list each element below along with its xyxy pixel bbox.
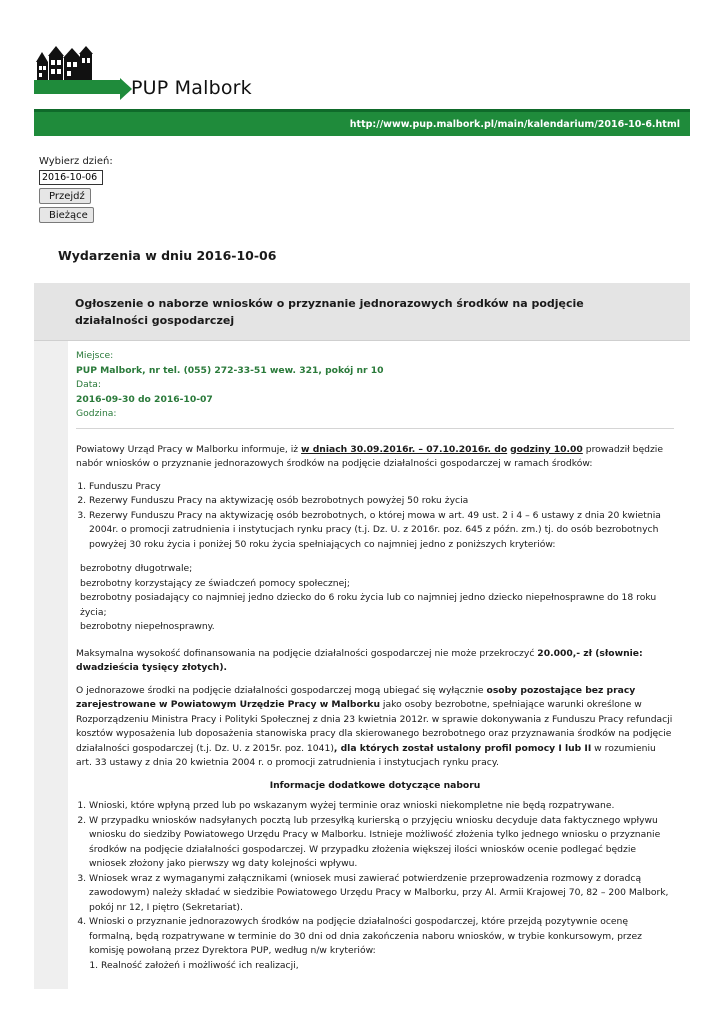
intro-text-end: prowadził będzie nabór wniosków o przyznanie jednorazowych środków na podjęcie działalności gospodarczej w ramach środków: bbox=[76, 443, 664, 469]
place-value: PUP Malbork, nr tel. (055) 272-33-51 wew. 321, pokój nr 10 bbox=[76, 364, 384, 376]
elig-text: O jednorazowe środki na podjęcie działalności gospodarczej mogą ubiegać się wyłącznie bbox=[76, 684, 487, 696]
criteria-list bbox=[80, 562, 674, 635]
event-body bbox=[68, 341, 690, 989]
list-item: 3. Wniosek wraz z wymaganymi załącznikami (wniosek musi zawierać potwierdzenie przeprowadzenia rozmowy z doradcą zawodowym) należy składać w siedzibie Powiatowego Urzędu Pracy w Malborku, przy Al. Armii Krajowej 70, 82 – 200 Malbork, pokój nr 12, I piętro (Sekretariat). bbox=[89, 872, 674, 916]
event-title[interactable]: Ogłoszenie o naborze wniosków o przyznanie jednorazowych środków na podjęcie działalności gospodarczej bbox=[34, 283, 690, 341]
list-item: 1. Wnioski, które wpłyną przed lub po wskazanym wyżej terminie oraz wnioski niekompletne nie będą rozpatrywane. bbox=[89, 799, 674, 814]
elig-profile: , dla których został ustalony profil pomocy I lub II bbox=[333, 742, 592, 754]
pup-logo-icon[interactable] bbox=[34, 42, 134, 100]
intro-dates: w dniach 30.09.2016r. – 07.10.2016r. do bbox=[301, 443, 508, 455]
site-name: PUP Malbork bbox=[131, 77, 252, 99]
info-heading: Informacje dodatkowe dotyczące naboru bbox=[269, 779, 481, 791]
list-item: 3. Rezerwy Funduszu Pracy na aktywizację osób bezrobotnych, o której mowa w art. 49 ust. 2 i 4 – 6 ustawy z dnia 20 kwietnia 2004r. o promocji zatrudnienia i instytucjach rynku pracy (t.j. Dz. U. z 2016r. poz. 645 z późn. zm.) tj. do osób bezrobotnych powyżej 30 roku życia i poniżej 50 roku życia spełniających co najmniej jedno z poniższych kryteriów: bbox=[89, 509, 674, 553]
list-item: 2. W przypadku wniosków nadsyłanych pocztą lub przesyłką kurierską o przyjęciu wniosku decyduje data faktycznego wpływu wniosku do siedziby Powiatowego Urzędu Pracy w Malborku. Istnieje możliwość złożenia tylko jednego wniosku o przyznanie środków na podjęcie działalności gospodarczej. W przypadku złożenia większej ilości wniosków ocenie podlegać będzie wniosek złożony jako pierwszy wg daty kolejności wpływu. bbox=[89, 814, 674, 872]
list-item: bezrobotny długotrwale; bbox=[80, 563, 193, 574]
date-picker-form bbox=[39, 156, 113, 226]
site-header bbox=[34, 40, 690, 110]
list-item: 2. Rezerwy Funduszu Pracy na aktywizację osób bezrobotnych powyżej 50 roku życia bbox=[89, 494, 674, 509]
max-amount-paragraph bbox=[76, 647, 674, 676]
elig-text-mid: jako osoby bezrobotne, spełniające warunki określone w Rozporządzeniu Ministra Pracy i Polityki Społecznej z dnia 23 kwietnia 2012r. w sprawie dokonywania z Funduszu Pracy refundacji kosztów wyposażenia lub doposażenia stanowiska pracy dla skierowanego bezrobotnego oraz przyznawania środków na podjęcie działalności gospodarczej (t.j. Dz. U. z 2015r. poz. 1041) bbox=[76, 699, 673, 754]
divider bbox=[76, 428, 674, 429]
list-item bbox=[89, 915, 674, 973]
eligibility-paragraph bbox=[76, 684, 674, 771]
date-input[interactable] bbox=[39, 170, 103, 185]
list-item: 1. Realność założeń i możliwość ich realizacji, bbox=[101, 959, 674, 974]
elig-text-end: w rozumieniu art. 33 ustawy z dnia 20 kwietnia 2004 r. o promocji zatrudnienia i instytucjach rynku pracy. bbox=[76, 742, 656, 768]
date-value: 2016-09-30 do 2016-10-07 bbox=[76, 393, 213, 405]
place-label: Miejsce: bbox=[76, 350, 114, 361]
max-text: Maksymalna wysokość dofinansowania na podjęcie działalności gospodarczej nie może przekroczyć bbox=[76, 647, 538, 659]
intro-text: Powiatowy Urząd Pracy w Malborku informuje, iż bbox=[76, 443, 302, 455]
sub-criteria-list bbox=[89, 959, 674, 974]
funds-list bbox=[76, 480, 674, 553]
list-item: bezrobotny posiadający co najmniej jedno dziecko do 6 roku życia lub co najmniej jedno dziecko niepełnosprawne do 18 roku życia; bbox=[80, 592, 657, 618]
list-item: bezrobotny niepełnosprawny. bbox=[80, 621, 215, 632]
max-amount: 20.000,- zł (słownie: dwadzieścia tysięcy złotych). bbox=[76, 647, 643, 673]
intro-paragraph bbox=[76, 443, 674, 472]
time-label: Godzina: bbox=[76, 408, 117, 419]
date-picker-label: Wybierz dzień: bbox=[39, 156, 113, 167]
go-button[interactable]: Przejdź bbox=[39, 188, 91, 204]
info-item-text: Wnioski o przyznanie jednorazowych środków na podjęcie działalności gospodarczej, które przejdą pozytywnie ocenę formalną, będą rozpatrywane w terminie do 30 dni od dnia zakończenia naboru wniosków, w trybie konkursowym, przez komisję powołaną przez Dyrektora PUP, według n/w kryteriów: bbox=[89, 916, 642, 956]
today-button[interactable]: Bieżące bbox=[39, 207, 94, 223]
info-list bbox=[76, 799, 674, 973]
page-title: Wydarzenia w dniu 2016-10-06 bbox=[58, 248, 277, 263]
list-item: bezrobotny korzystający ze świadczeń pomocy społecznej; bbox=[80, 577, 350, 589]
page-url[interactable]: http://www.pup.malbork.pl/main/kalendarium/2016-10-6.html bbox=[34, 109, 690, 136]
elig-bold: osoby pozostające bez pracy zarejestrowane w Powiatowym Urzędzie Pracy w Malborku bbox=[76, 684, 636, 710]
list-item: 1. Funduszu Pracy bbox=[89, 480, 674, 495]
intro-hour: godziny 10.00 bbox=[510, 443, 583, 455]
event-card bbox=[34, 283, 690, 989]
date-label: Data: bbox=[76, 379, 102, 390]
